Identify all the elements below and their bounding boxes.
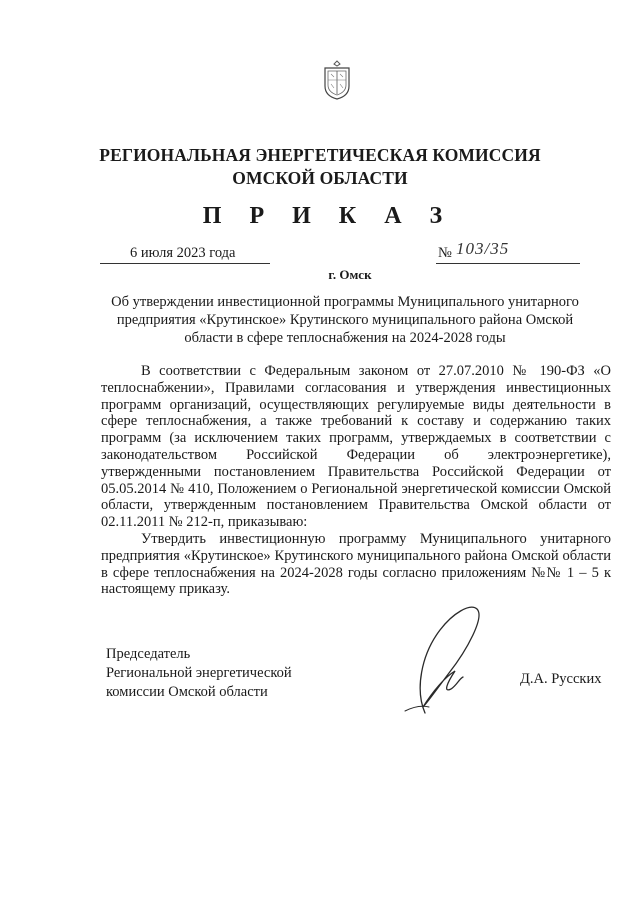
- document-body: [101, 363, 611, 598]
- body-paragraph-order: Утвердить инвестиционную программу Муниципального унитарного предприятия «Крутинское» Крутинского муниципального района Омской области в сфере теплоснабжения на 2024-2028 годы согласно приложениям №№ 1 – 5 к настоящему приказу.: [101, 530, 611, 598]
- handwritten-signature-icon: [385, 595, 495, 725]
- organization-region: ОМСКОЙ ОБЛАСТИ: [232, 168, 408, 188]
- number-underline: [436, 263, 580, 264]
- coat-of-arms-icon: [322, 60, 352, 100]
- organization-name: РЕГИОНАЛЬНАЯ ЭНЕРГЕТИЧЕСКАЯ КОМИССИЯ: [99, 145, 541, 165]
- document-number: 103/35: [456, 239, 510, 258]
- signatory-line-1: Председатель: [106, 646, 191, 662]
- document-title: П Р И К А З: [202, 203, 454, 229]
- document-date: 6 июля 2023 года: [130, 245, 236, 261]
- signatory-name: Д.А. Русских: [520, 671, 602, 687]
- number-label: №: [438, 245, 452, 261]
- document-city: г. Омск: [328, 267, 372, 282]
- document-subject: Об утверждении инвестиционной программы Муниципального унитарного предприятия «Крутинское» Крутинского муниципального района Омской области в сфере теплоснабжения на 2024-2028 годы: [111, 294, 579, 346]
- signatory-line-2: Региональной энергетической: [106, 665, 292, 681]
- signatory-position: [106, 645, 292, 702]
- signatory-line-3: комиссии Омской области: [106, 684, 268, 700]
- body-paragraph-legal-basis: В соответствии с Федеральным законом от 27.07.2010 № 190-ФЗ «О теплоснабжении», Правилами согласования и утверждения инвестиционных программ организаций, осуществляющих регулируемые виды деятельности в сфере теплоснабжения, а также требований к составу и содержанию таких программ (за исключением таких программ, утверждаемых в соответствии с законодательством Российской Федерации об электроэнергетике), утвержденными постановлением Правительства Российской Федерации от 05.05.2014 № 410, Положением о Региональной энергетической комиссии Омской области, утвержденным постановлением Правительства Омской области от 02.11.2011 № 212-п, приказываю:: [101, 363, 611, 531]
- date-underline: [100, 263, 270, 264]
